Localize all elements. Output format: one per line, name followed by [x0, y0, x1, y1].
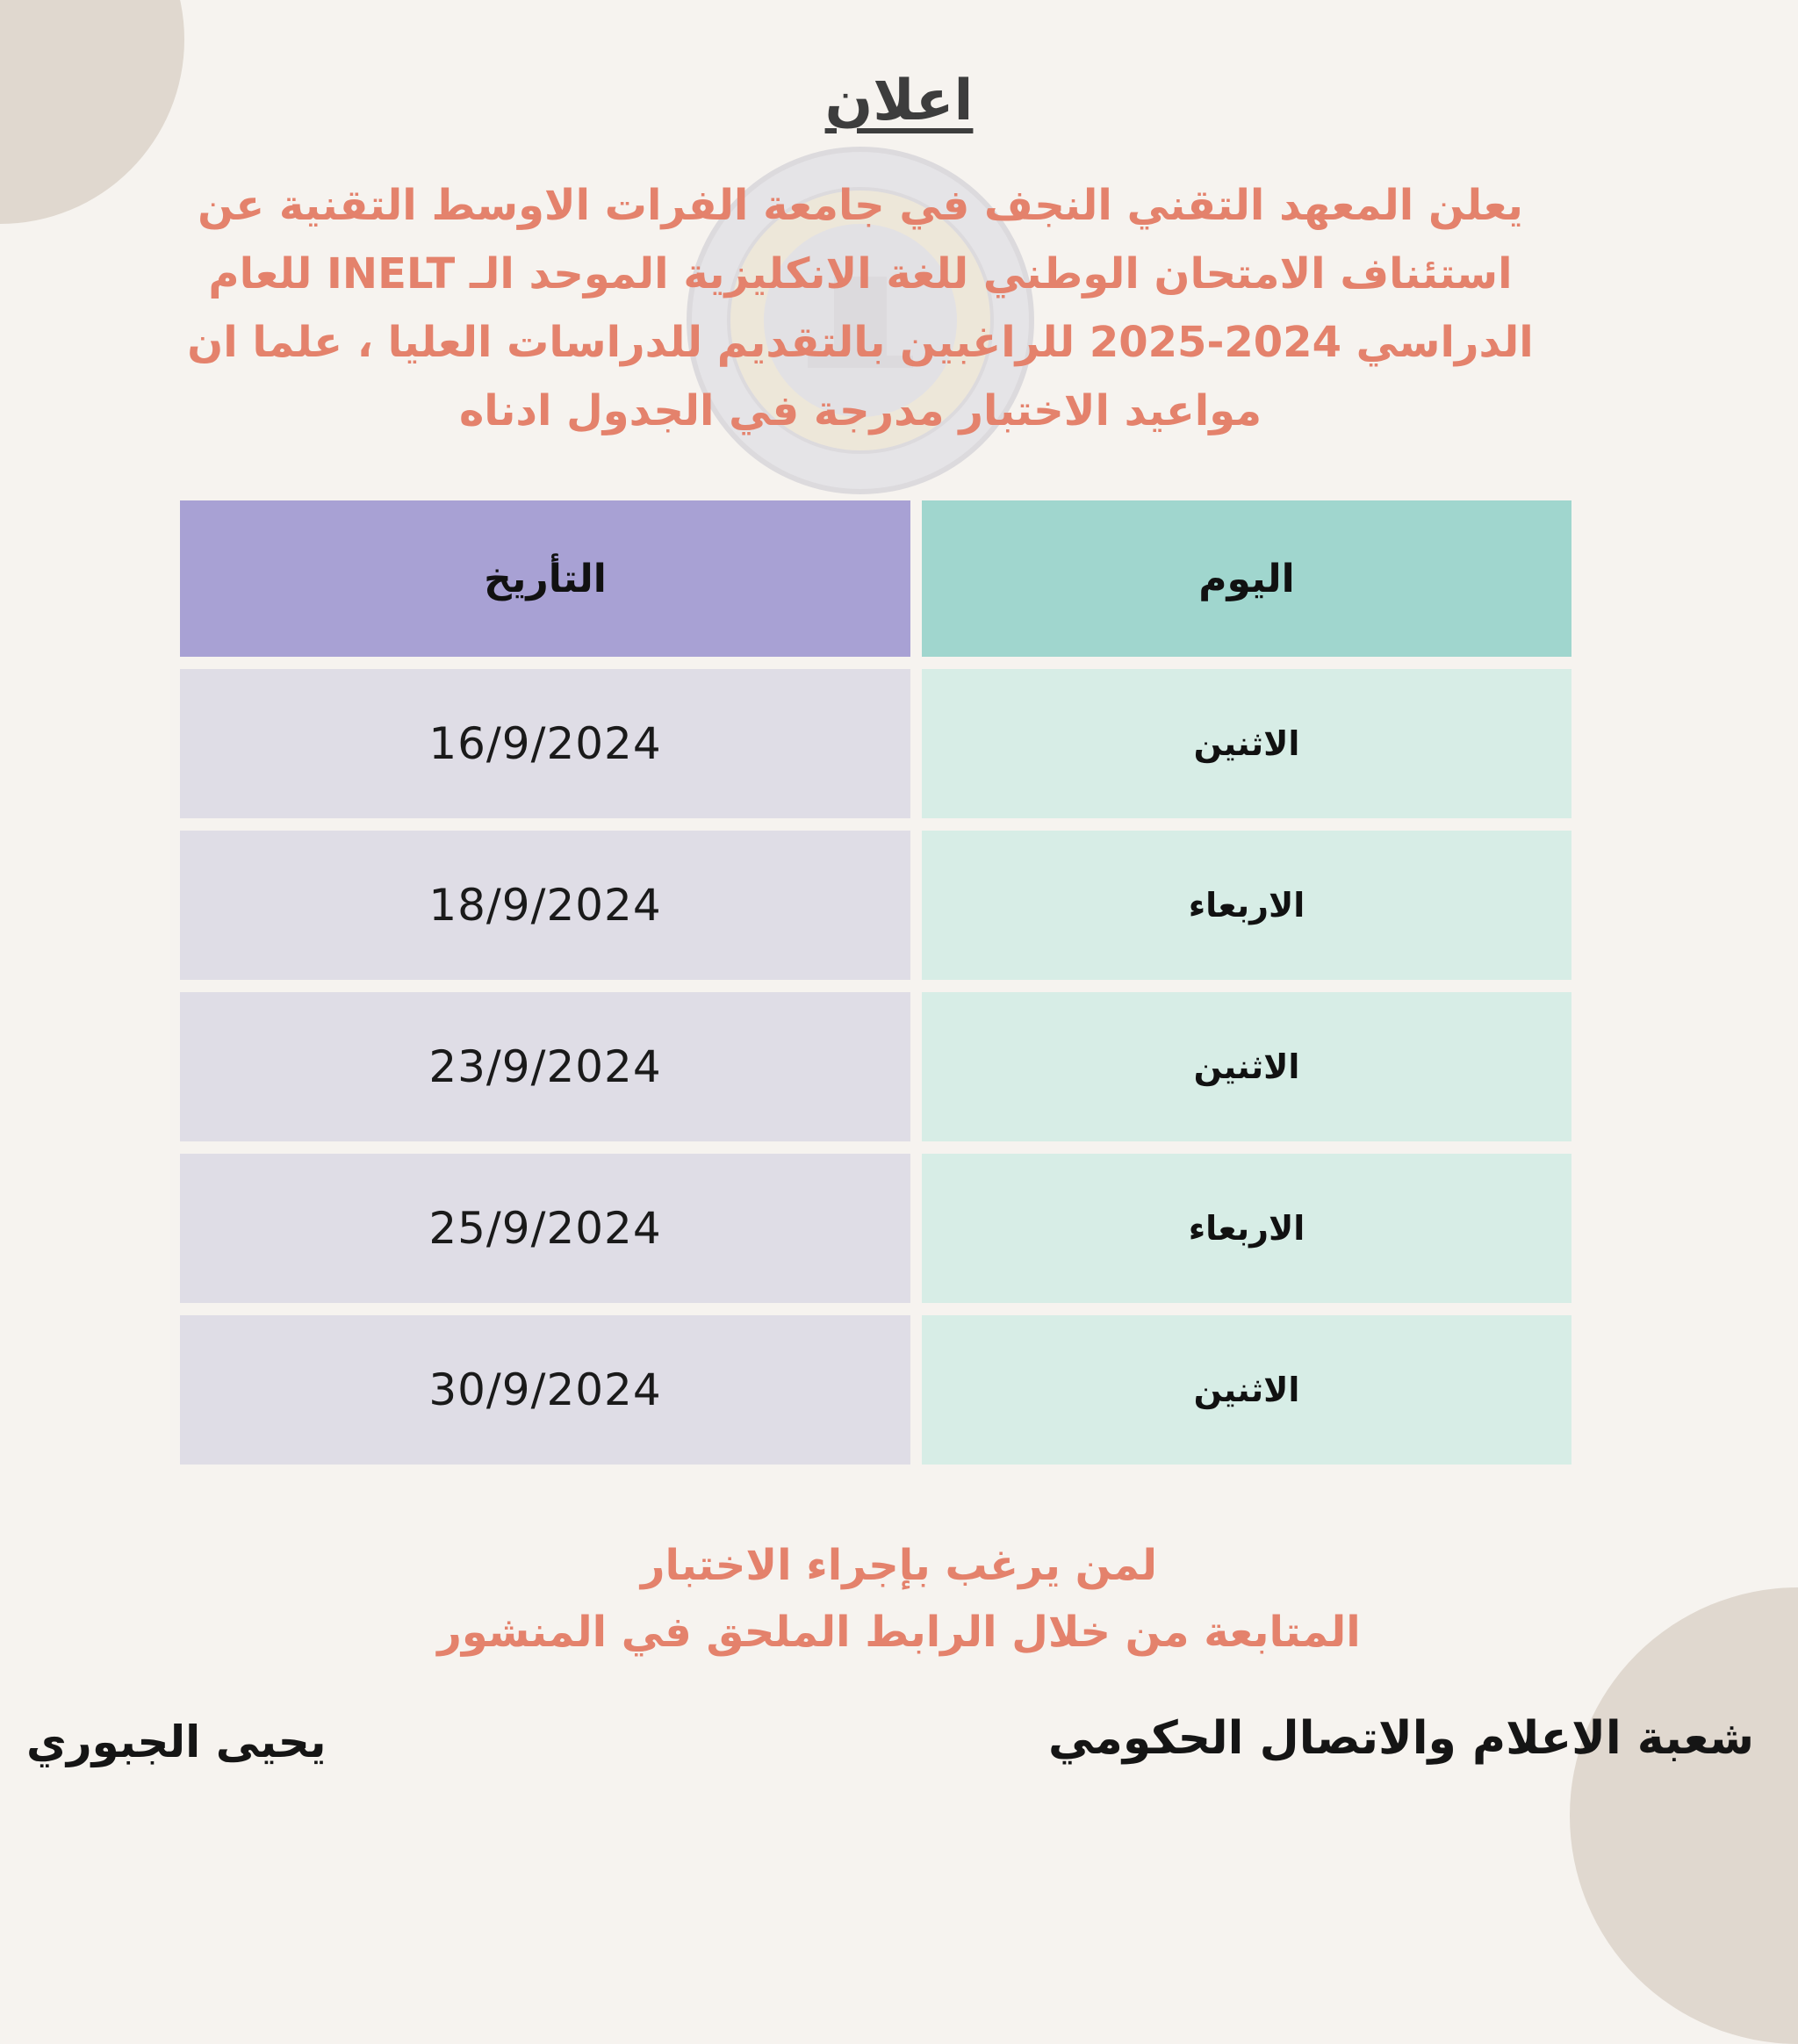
table-cell-date: [180, 669, 910, 818]
table-cell-date: [180, 1154, 910, 1303]
day-value: الاربعاء: [1188, 886, 1305, 925]
schedule-table: [180, 500, 1571, 1462]
table-cell-date: [180, 831, 910, 980]
table-cell-day: [922, 669, 1571, 818]
department-signature: شعبة الاعلام والاتصال الحكومي: [1048, 1712, 1754, 1765]
footer-line-1: لمن يرغب بإجراء الاختبار: [640, 1541, 1158, 1590]
table-header-date: [180, 500, 910, 657]
date-value: 16/9/2024: [428, 718, 662, 769]
date-value: 30/9/2024: [428, 1364, 662, 1415]
footer-note: [0, 1532, 1798, 1666]
table-cell-date: [180, 1315, 910, 1465]
author-signature: يحيى الجبوري: [26, 1717, 327, 1767]
announcement-body: يعلن المعهد التقني النجف في جامعة الفرات الاوسط التقنية عن استئناف الامتحان الوطني للغة الانكليزية الموحد الـ INELT للعام الدراسي 2024-2025 للراغبين بالتقديم للدراسات العليا ، علما ان مواعيد الاختبار مدرجة في الجدول ادناه: [187, 181, 1534, 435]
table-header-day: [922, 500, 1571, 657]
day-value: الاثنين: [1193, 724, 1300, 763]
day-value: الاثنين: [1193, 1371, 1300, 1409]
table-cell-date: [180, 992, 910, 1141]
footer-line-2: المتابعة من خلال الرابط الملحق في المنشور: [437, 1608, 1361, 1657]
announcement-title: اعلان: [824, 68, 974, 133]
day-value: الاربعاء: [1188, 1209, 1305, 1248]
header-day-label: اليوم: [1198, 556, 1295, 601]
date-value: 18/9/2024: [428, 880, 662, 931]
date-value: 25/9/2024: [428, 1203, 662, 1254]
table-cell-day: [922, 831, 1571, 980]
day-value: الاثنين: [1193, 1047, 1300, 1086]
header-date-label: التأريخ: [484, 556, 607, 601]
date-value: 23/9/2024: [428, 1041, 662, 1092]
table-cell-day: [922, 1315, 1571, 1465]
table-cell-day: [922, 1154, 1571, 1303]
table-cell-day: [922, 992, 1571, 1141]
